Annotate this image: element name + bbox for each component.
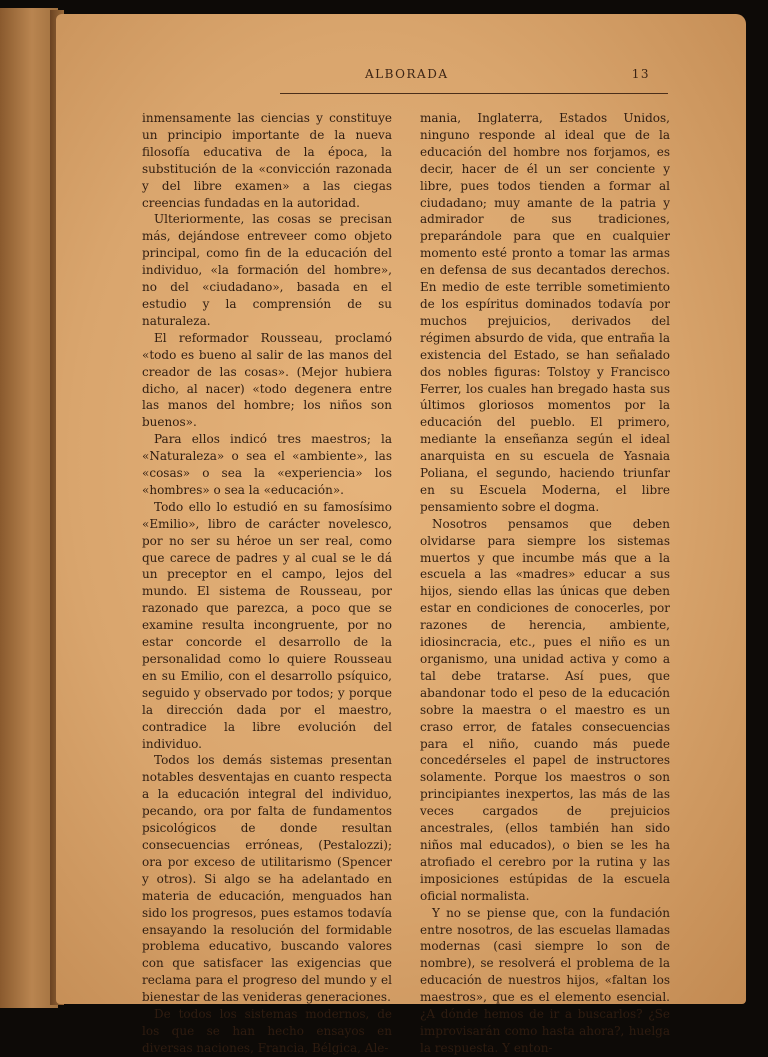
page-number: 13 [631,67,650,81]
paragraph: inmensamente las ciencias y constituye un principio importante de la nueva filosofía educativa de la época, la substitución de la «convicción razonada y del libre examen» a las ciegas creencias fundadas en la autoridad. [142,111,392,210]
paragraph: Y no se piense que, con la fundación entre nosotros, de las escuelas llamadas modernas (casi siempre lo son de nombre), se resolverá el problema de la educación de nuestros hijos, «faltan los maestros», que es el elemento esencial. ¿A dónde hemos de ir a buscarlos? ¿Se improvisarán como hasta ahora?, huelga la respuesta. Y enton- [420,905,670,1055]
journal-title: ALBORADA [365,67,449,81]
paragraph: De todos los sistemas modernos, de los que se han hecho ensayos en diversas naciones, Francia, Bélgica, Ale- [142,1007,392,1055]
paragraph: Todo ello lo estudió en su famosísimo «Emilio», libro de carácter novelesco, por no ser su héroe un ser real, como que carece de padres y al cual se le dá un preceptor en el campo, lejos del mundo. El sistema de Rousseau, por razonado que parezca, a poco que se examine resulta incongruente, por no estar concorde el desarrollo de la personalidad como lo quiere Rousseau en su Emilio, con el desarrollo psíquico, seguido y observado por todos; y porque la dirección dada por el maestro, contradice la libre evolución del individuo. [142,499,392,751]
paragraph: Para ellos indicó tres maestros; la «Naturaleza» o sea el «ambiente», las «cosas» o sea la «experiencia» los «hombres» o sea la «educación». [142,432,392,497]
paragraph: El reformador Rousseau, proclamó «todo es bueno al salir de las manos del creador de las cosas». (Mejor hubiera dicho, al nacer) «todo degenera entre las manos del hombre; los niños son buenos». [142,330,392,430]
paragraph: Ulteriormente, las cosas se precisan más, dejándose entreveer como objeto principal, como fin de la educación del individuo, «la formación del hombre», no del «ciudadano», basada en el estudio y la comprensión de su naturaleza. [142,212,392,328]
running-header [280,62,660,84]
paragraph: mania, Inglaterra, Estados Unidos, ninguno responde al ideal que de la educación del hombre nos forjamos, es decir, hacer de él un ser conciente y libre, pues todos tienden a formar al ciudadano; muy amante de la patria y admirador de sus tradiciones, preparándole para que en cualquier momento esté pronto a tomar las armas en defensa de sus decantados derechos. En medio de este terrible sometimiento de los espíritus dominados todavía por muchos prejuicios, derivados del régimen absurdo de vida, que entraña la existencia del Estado, se han señalado dos nobles figuras: Tolstoy y Francisco Ferrer, los cuales han bregado hasta sus últimos gloriosos momentos por la educación del pueblo. El primero, mediante la enseñanza según el ideal anarquista en su escuela de Yasnaia Poliana, el segundo, haciendo triunfar en su Escuela Moderna, el libre pensamiento sobre el dogma. [420,111,670,514]
right-column [420,110,670,1057]
left-column [142,110,392,1057]
paragraph: Todos los demás sistemas presentan notables desventajas en cuanto respecta a la educación integral del individuo, pecando, ora por falta de fundamentos psicológicos de donde resultan consecuencias erróneas, (Pestalozzi); ora por exceso de utilitarismo (Spencer y otros). Si algo se ha adelantado en materia de educación, menguados han sido los progresos, pues estamos todavía ensayando la resolución del formidable problema educativo, buscando valores con que satisfacer las exigencias que reclama para el progreso del mundo y el bienestar de las venideras generaciones. [142,753,392,1005]
paragraph: Nosotros pensamos que deben olvidarse para siempre los sistemas muertos y que incumbe más que a la escuela a las «madres» educar a sus hijos, siendo ellas las únicas que deben estar en condiciones de conocerles, por razones de herencia, ambiente, idiosincracia, etc., pues el niño es un organismo, una unidad activa y como a tal debe tratarse. Así pues, que abandonar todo el peso de la educación sobre la maestra o el maestro es un craso error, de fatales consecuencias para el niño, cuando más puede concedérseles el papel de instructores solamente. Porque los maestros o son principiantes inexpertos, las más de las veces cargados de prejuicios ancestrales, (ellos también han sido niños mal educados), o bien se les ha atrofiado el cerebro por la rutina y las imposiciones estúpidas de la escuela oficial normalista. [420,516,670,903]
header-rule [280,93,668,94]
